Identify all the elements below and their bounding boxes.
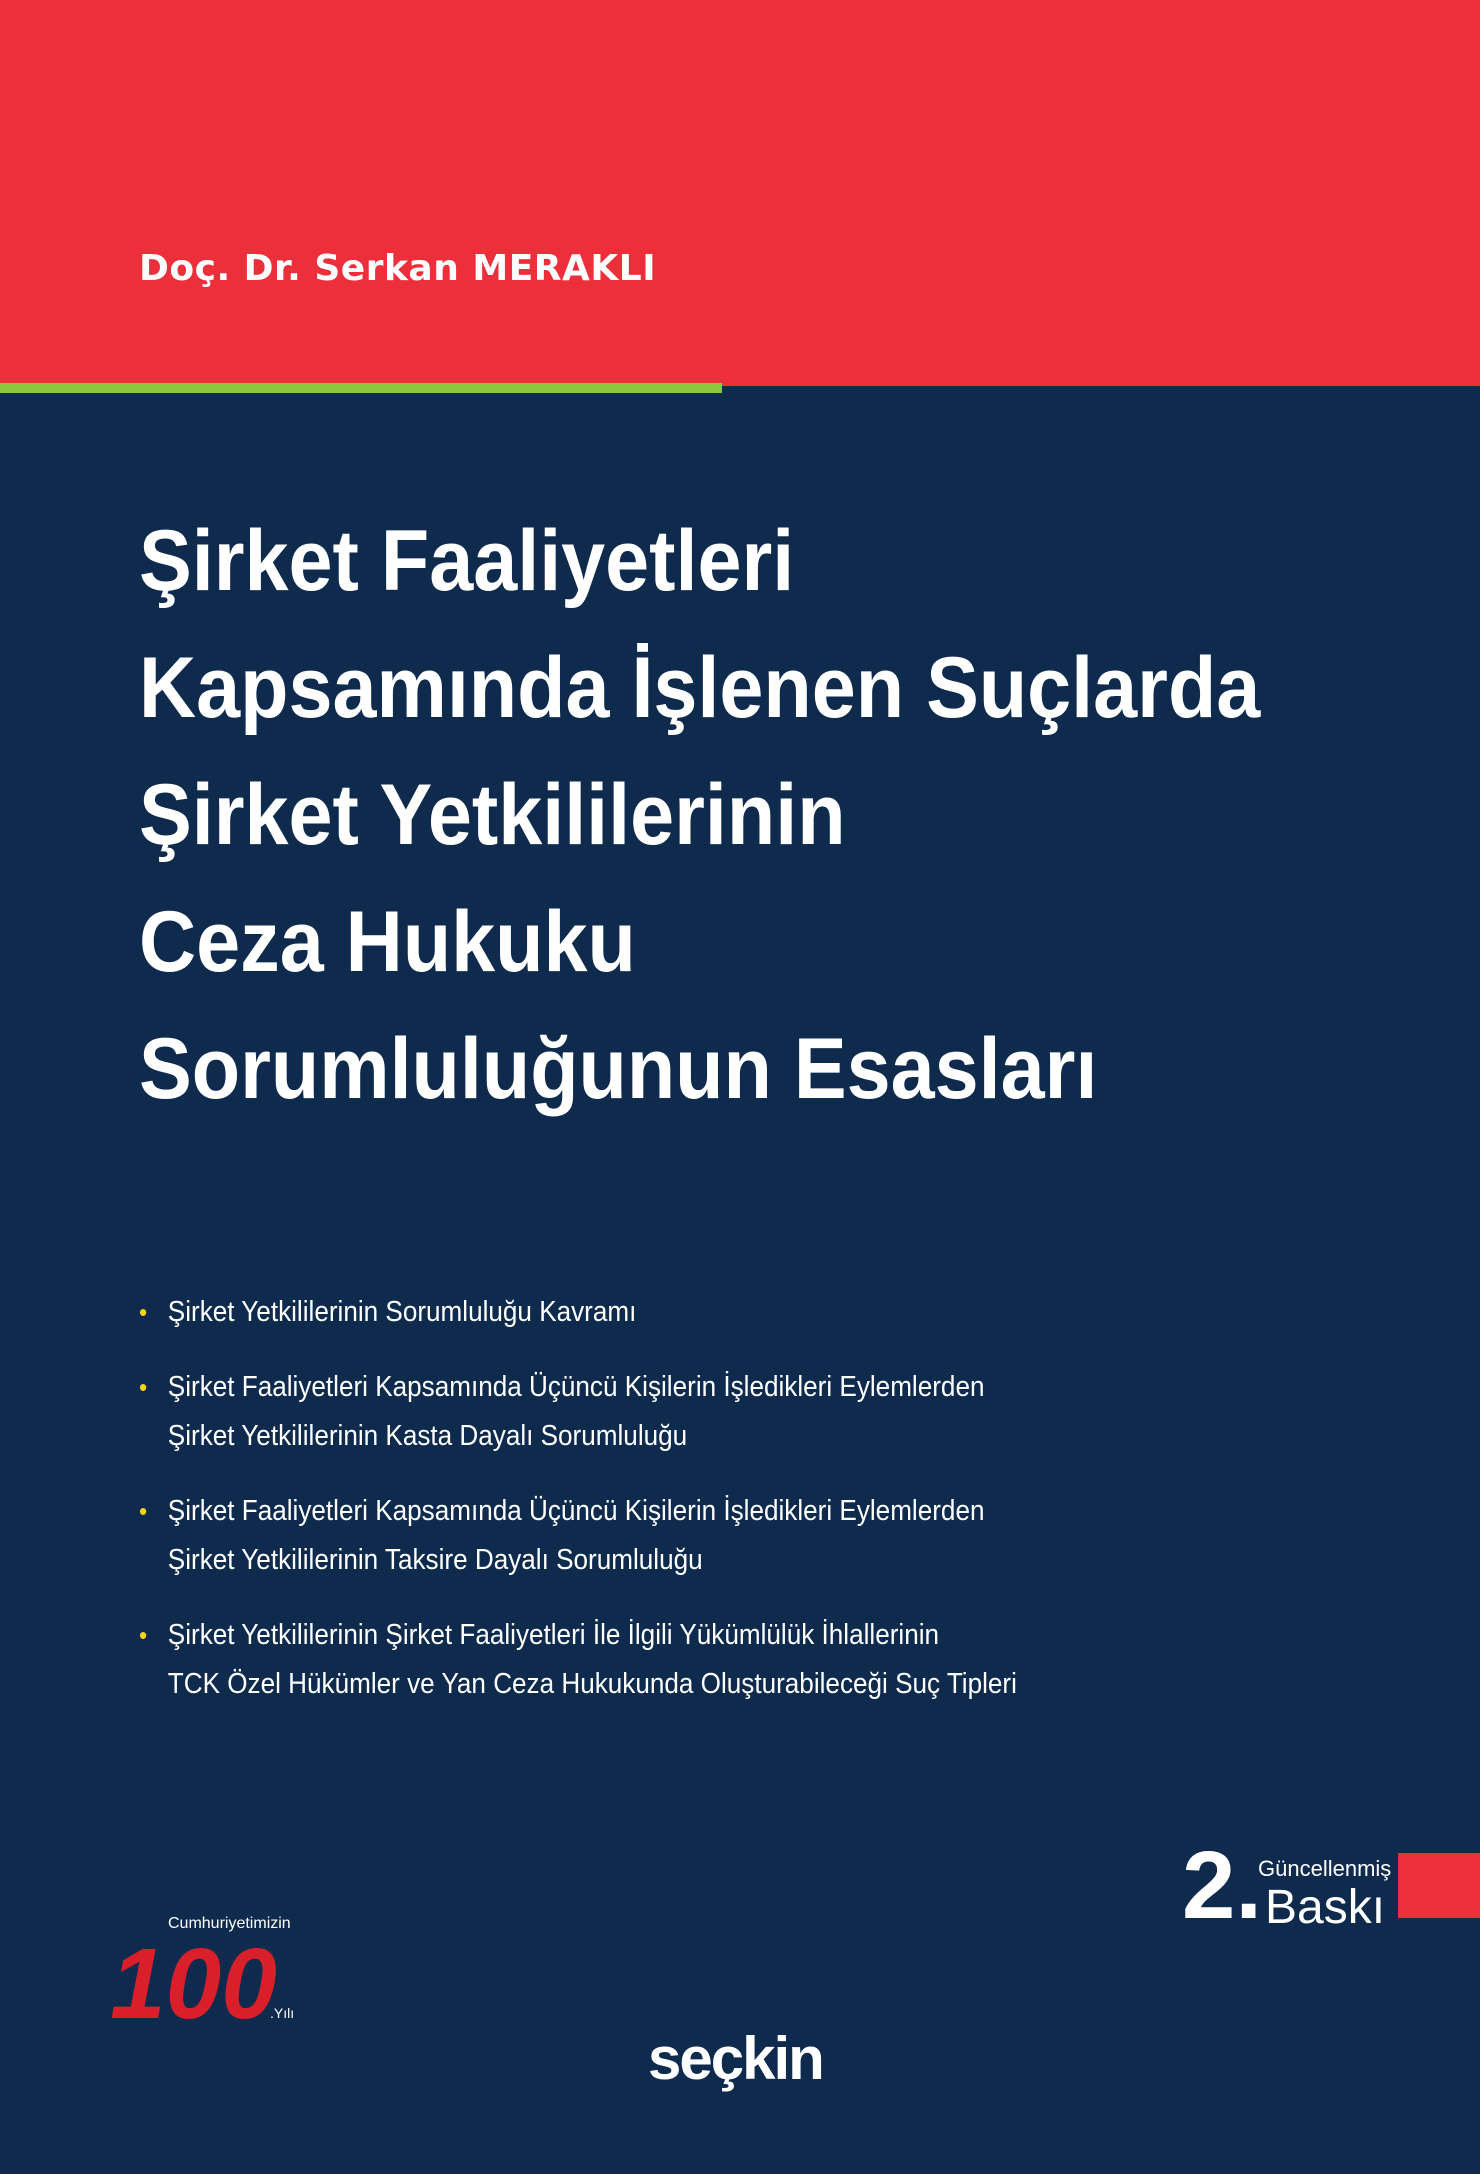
title-line: Şirket Faaliyetleri: [139, 513, 795, 609]
bullet-dot: •: [139, 1297, 148, 1327]
topic-line: Şirket Faaliyetleri Kapsamında Üçüncü Kişilerin İşledikleri Eylemlerden: [167, 1495, 985, 1527]
publisher-logo: seçkin: [648, 2025, 823, 2092]
edition-number: 2.: [1182, 1832, 1263, 1939]
topic-line: Şirket Faaliyetleri Kapsamında Üçüncü Kişilerin İşledikleri Eylemlerden: [167, 1371, 985, 1403]
author-name: Doç. Dr. Serkan MERAKLI: [139, 248, 657, 289]
bullet-dot: •: [139, 1372, 148, 1402]
topic-list: [139, 1288, 1189, 1735]
green-divider: [0, 383, 722, 393]
republic-100-logo: [108, 1908, 308, 2028]
topic-line: Şirket Yetkililerinin Sorumluluğu Kavramı: [167, 1296, 637, 1328]
topic-item: [139, 1611, 1084, 1709]
topic-line: Şirket Yetkililerinin Kasta Dayalı Sorumluluğu: [167, 1420, 688, 1452]
topic-line: Şirket Yetkililerinin Taksire Dayalı Sorumluluğu: [167, 1544, 703, 1576]
topic-item: [139, 1363, 1084, 1461]
topic-item: [139, 1288, 1084, 1337]
title-line: Ceza Hukuku: [139, 894, 636, 990]
bullet-dot: •: [139, 1620, 148, 1650]
title-line: Şirket Yetkililerinin: [139, 767, 846, 863]
logo-bottom-text: .Yılı: [270, 2005, 295, 2021]
edition-red-tab: [1398, 1853, 1480, 1918]
top-red-band: [0, 0, 1480, 386]
topic-line: Şirket Yetkililerinin Şirket Faaliyetleri İle İlgili Yükümlülük İhlallerinin: [167, 1619, 940, 1651]
title-line: Sorumluluğunun Esasları: [139, 1021, 1098, 1117]
logo-number: 100: [110, 1928, 277, 2028]
edition-label: Baskı: [1265, 1881, 1386, 1934]
title-line: Kapsamında İşlenen Suçlarda: [139, 640, 1261, 736]
logo-top-text: Cumhuriyetimizin: [168, 1915, 291, 1932]
bullet-dot: •: [139, 1496, 148, 1526]
topic-item: [139, 1487, 1084, 1585]
edition-updated-label: Güncellenmiş: [1258, 1856, 1392, 1881]
topic-line: TCK Özel Hükümler ve Yan Ceza Hukukunda Oluşturabileceği Suç Tipleri: [167, 1668, 1017, 1700]
book-title: [139, 498, 1261, 1133]
